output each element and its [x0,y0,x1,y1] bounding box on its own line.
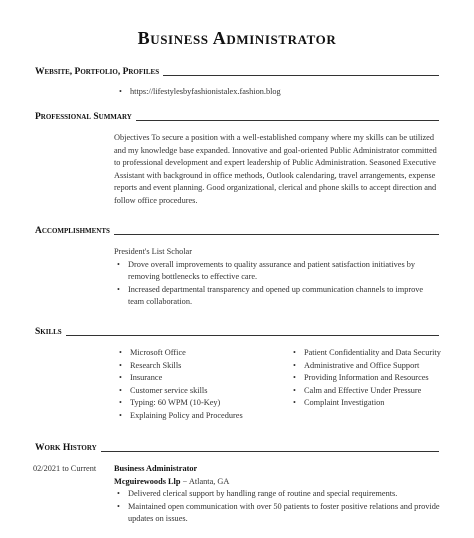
accomplishments-body [114,246,434,309]
website-list [116,86,439,99]
section-heading-summary: Professional Summary [35,112,136,122]
skill-item: • Administrative and Office Support [290,360,444,373]
section-heading-skills: Skills [35,327,66,337]
job-company: Mcguirewoods Llp [114,476,181,486]
job-details [114,463,440,526]
skill-item: • Providing Information and Resources [290,372,444,385]
skills-column-left [116,347,270,422]
job-title: Business Administrator [114,464,198,473]
skill-item: • Research Skills [116,360,270,373]
website-link[interactable]: • https://lifestylesbyfashionistalex.fashion.blog [116,86,439,99]
job-employer [114,476,440,489]
section-work-history [35,443,439,457]
skill-item: • Complaint Investigation [290,397,444,410]
skill-item: • Insurance [116,372,270,385]
section-accomplishments [35,226,439,240]
section-heading-accomplishments: Accomplishments [35,226,114,236]
job-location: − Atlanta, GA [182,476,230,486]
section-heading-work-history: Work History [35,443,101,453]
section-website [35,67,439,81]
resume-title: Business Administrator [137,28,337,48]
accomplishment-intro: President's List Scholar [114,247,193,256]
skills-grid [116,347,444,422]
section-summary [35,112,439,126]
skill-item: • Explaining Policy and Procedures [116,410,270,423]
section-skills [35,327,439,341]
job-duty-item: • Maintained open communication with over 50 patients to foster positive relations and provide updates on issues. [114,501,440,526]
accomplishment-item: • Drove overall improvements to quality assurance and patient satisfaction initiatives by removing bottlenecks to effective care. [114,259,434,284]
skill-item: • Patient Confidentiality and Data Security [290,347,444,360]
skill-item: • Calm and Effective Under Pressure [290,385,444,398]
summary-text: Objectives To secure a position with a well-established company where my skills can be utilized and my knowledge base expanded. Innovative and goal-oriented Public Administrator committed to professional development and expert leadership of Public Administration. Seasoned Executive Assistant with background in office methods, Outlook calendaring, travel arrangements, expense reports and event planning. Good organizational, clerical and phone skills to accept direction and follow office procedures. [114,133,437,205]
job-duty-item: • Delivered clerical support by handling range of routine and special requirements. [114,488,440,501]
skill-item: • Typing: 60 WPM (10-Key) [116,397,270,410]
section-heading-website: Website, Portfolio, Profiles [35,67,163,77]
skill-item: • Customer service skills [116,385,270,398]
section-rule [35,335,439,336]
skills-column-right [290,347,444,422]
accomplishment-item: • Increased departmental transparency and opened up communication channels to improve team collaboration. [114,284,434,309]
job-date: 02/2021 to Current [33,464,97,473]
skill-item: • Microsoft Office [116,347,270,360]
